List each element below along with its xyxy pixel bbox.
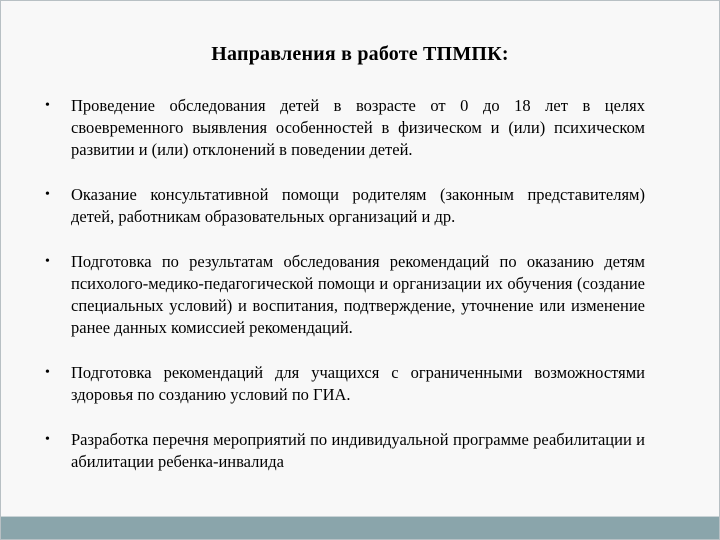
bullet-text-4: Подготовка рекомендаций для учащихся с ограниченными возможностями здоровья по созданию условий по ГИА. bbox=[71, 363, 645, 404]
bullet-item-2 bbox=[45, 184, 645, 228]
bullet-text-2: Оказание консультативной помощи родителям (законным представителям) детей, работникам образовательных организаций и др. bbox=[71, 185, 645, 226]
bullet-dot-icon: • bbox=[45, 432, 50, 447]
bullet-list bbox=[45, 95, 645, 495]
bullet-dot-icon: • bbox=[45, 98, 50, 113]
bullet-item-4 bbox=[45, 362, 645, 406]
bullet-dot-icon: • bbox=[45, 187, 50, 202]
bullet-text-1: Проведение обследования детей в возрасте от 0 до 18 лет в целях своевременного выявления особенностей в физическом и (или) психическом развитии и (или) отклонений в поведении детей. bbox=[71, 96, 645, 159]
bullet-item-1 bbox=[45, 95, 645, 161]
bullet-item-3 bbox=[45, 251, 645, 339]
bullet-item-5 bbox=[45, 429, 645, 473]
bullet-text-3: Подготовка по результатам обследования рекомендаций по оказанию детям психолого-медико-педагогической помощи и организации их обучения (создание специальных условий) и воспитания, подтверждение, уточнение или изменение ранее данных комиссией рекомендаций. bbox=[71, 252, 645, 337]
bullet-text-5: Разработка перечня мероприятий по индивидуальной программе реабилитации и абилитации ребенка-инвалида bbox=[71, 430, 645, 471]
bullet-dot-icon: • bbox=[45, 365, 50, 380]
slide-title: Направления в работе ТПМПК: bbox=[211, 43, 509, 65]
bottom-bar bbox=[1, 516, 719, 539]
bullet-dot-icon: • bbox=[45, 254, 50, 269]
